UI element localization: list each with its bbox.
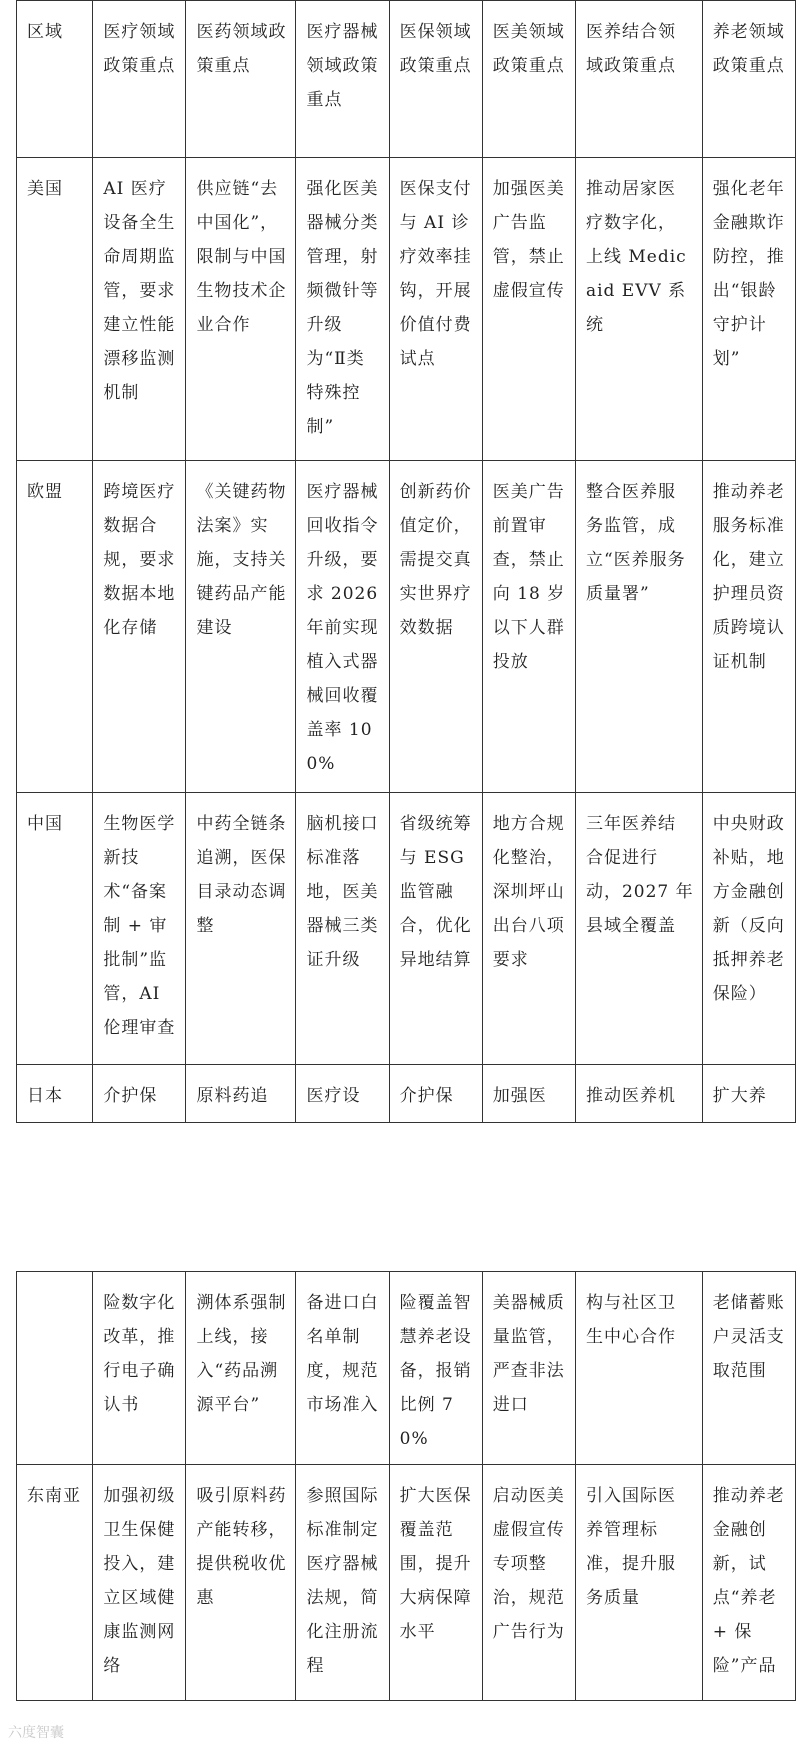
table-cell: 扩大养 [702,1065,795,1123]
table-cell: 跨境医疗数据合规，要求数据本地化存储 [93,461,186,793]
table-row-japan [17,1065,796,1123]
table-cell: 构与社区卫生中心合作 [575,1272,702,1465]
table-cell: 三年医养结合促进行动，2027 年县域全覆盖 [575,793,702,1065]
table-cell: 推动养老金融创新，试点“养老 + 保险”产品 [702,1465,795,1701]
table-cell: 推动医养机 [575,1065,702,1123]
region-cell: 东南亚 [17,1465,93,1701]
table-cell: 医疗器械回收指令升级，要求 2026 年前实现植入式器械回收覆盖率 100% [296,461,389,793]
header-integrated-care: 医养结合领域政策重点 [575,1,702,158]
table-cell: 吸引原料药产能转移，提供税收优惠 [186,1465,296,1701]
watermark: 六度智囊 [8,1725,64,1741]
table-cell: 推动居家医疗数字化，上线 Medicaid EVV 系统 [575,158,702,461]
table-cell: 推动养老服务标准化，建立护理员资质跨境认证机制 [702,461,795,793]
table-cell: 脑机接口标准落地，医美器械三类证升级 [296,793,389,1065]
table-cell: 介护保 [389,1065,482,1123]
table-cell: 省级统筹与 ESG 监管融合，优化异地结算 [389,793,482,1065]
table-cell: 介护保 [93,1065,186,1123]
table-cell: 加强医美广告监管，禁止虚假宣传 [482,158,575,461]
table-cell: 美器械质量监管，严查非法进口 [482,1272,575,1465]
region-cell [17,1272,93,1465]
table-cell: 原料药追 [186,1065,296,1123]
header-elderly-care: 养老领域政策重点 [702,1,795,158]
table-cell: 《关键药物法案》实施，支持关键药品产能建设 [186,461,296,793]
table-cell: 参照国际标准制定医疗器械法规，简化注册流程 [296,1465,389,1701]
table-header-row [17,1,796,158]
table-row-eu [17,461,796,793]
header-insurance: 医保领域政策重点 [389,1,482,158]
table-row-china [17,793,796,1065]
table-cell: 险数字化改革，推行电子确认书 [93,1272,186,1465]
table-cell: 溯体系强制上线，接入“药品溯源平台” [186,1272,296,1465]
table-cell: 整合医养服务监管，成立“医养服务质量署” [575,461,702,793]
region-cell: 美国 [17,158,93,461]
table-cell: 强化医美器械分类管理，射频微针等升级为“Ⅱ类特殊控制” [296,158,389,461]
table-cell: 强化老年金融欺诈防控，推出“银龄守护计划” [702,158,795,461]
table-cell: 医保支付与 AI 诊疗效率挂钩，开展价值付费试点 [389,158,482,461]
table-cell: 老储蓄账户灵活支取范围 [702,1272,795,1465]
table-cell: 备进口白名单制度，规范市场准入 [296,1272,389,1465]
region-cell: 欧盟 [17,461,93,793]
table-cell: 创新药价值定价，需提交真实世界疗效数据 [389,461,482,793]
region-cell: 中国 [17,793,93,1065]
table-row-us [17,158,796,461]
table-cell: 中药全链条追溯，医保目录动态调整 [186,793,296,1065]
policy-table-part-1 [16,0,796,1123]
table-cell: 启动医美虚假宣传专项整治，规范广告行为 [482,1465,575,1701]
policy-table-part-2 [16,1271,796,1701]
table-cell: 地方合规化整治，深圳坪山出台八项要求 [482,793,575,1065]
table-cell: 医疗设 [296,1065,389,1123]
table-cell: 医美广告前置审查，禁止向 18 岁以下人群投放 [482,461,575,793]
table-cell: 加强医 [482,1065,575,1123]
table-cell: 引入国际医养管理标准，提升服务质量 [575,1465,702,1701]
table-cell: AI 医疗设备全生命周期监管，要求建立性能漂移监测机制 [93,158,186,461]
table-cell: 供应链“去中国化”，限制与中国生物技术企业合作 [186,158,296,461]
table-cell: 生物医学新技术“备案制 + 审批制”监管，AI 伦理审查 [93,793,186,1065]
header-aesthetic: 医美领域政策重点 [482,1,575,158]
header-pharma: 医药领域政策重点 [186,1,296,158]
header-region: 区域 [17,1,93,158]
table-cell: 中央财政补贴，地方金融创新（反向抵押养老保险） [702,793,795,1065]
header-medical: 医疗领域政策重点 [93,1,186,158]
table-row-southeast-asia [17,1465,796,1701]
table-cell: 扩大医保覆盖范围，提升大病保障水平 [389,1465,482,1701]
header-device: 医疗器械领域政策重点 [296,1,389,158]
region-cell: 日本 [17,1065,93,1123]
table-cell: 险覆盖智慧养老设备，报销比例 70% [389,1272,482,1465]
table-cell: 加强初级卫生保健投入，建立区域健康监测网络 [93,1465,186,1701]
table-row-japan-continued [17,1272,796,1465]
